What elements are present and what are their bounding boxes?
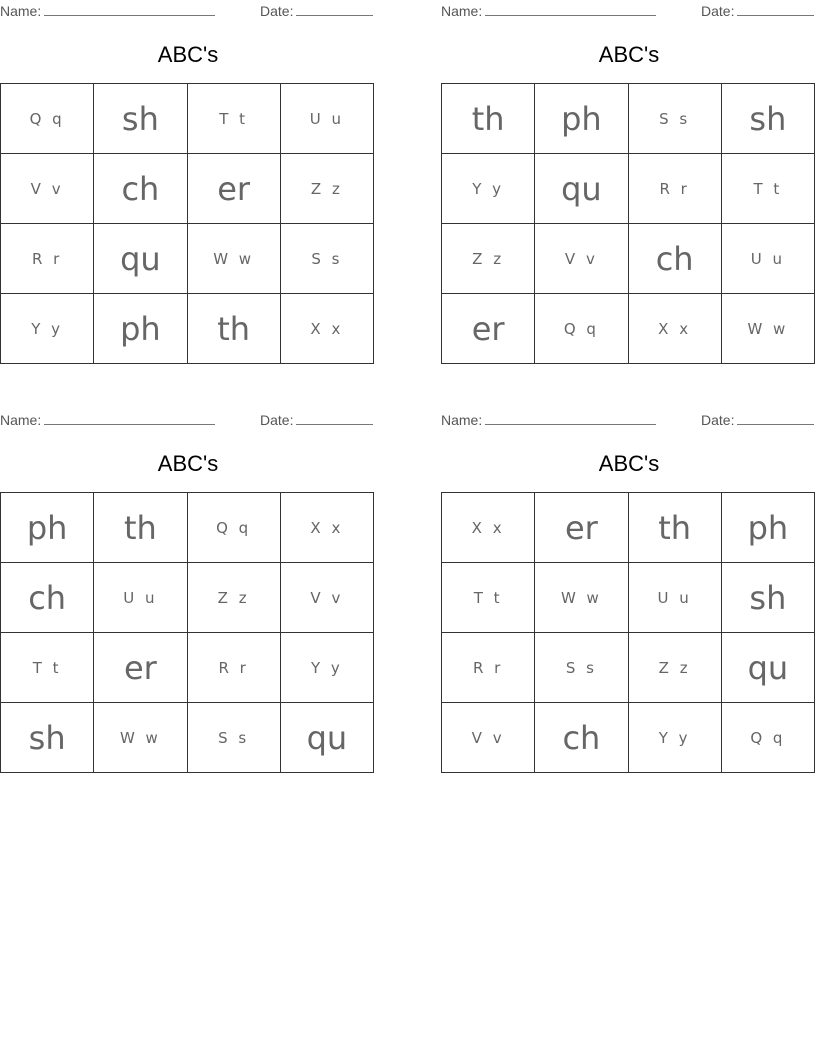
grid-cell: Z z bbox=[442, 224, 535, 294]
grid-cell: R r bbox=[1, 224, 94, 294]
grid-cell: R r bbox=[628, 154, 721, 224]
grid-cell: X x bbox=[628, 294, 721, 364]
grid-cell: V v bbox=[280, 563, 373, 633]
grid-cell: sh bbox=[721, 84, 814, 154]
grid-cell: S s bbox=[187, 703, 280, 773]
grid-cell: Q q bbox=[187, 493, 280, 563]
date-field[interactable] bbox=[701, 412, 814, 428]
grid-cell: X x bbox=[280, 294, 373, 364]
date-blank[interactable] bbox=[296, 3, 373, 16]
name-blank[interactable] bbox=[44, 412, 215, 425]
grid-cell: sh bbox=[721, 563, 814, 633]
name-label: Name: bbox=[0, 3, 42, 19]
grid-cell: er bbox=[187, 154, 280, 224]
grid-cell: ch bbox=[535, 703, 628, 773]
grid-cell: U u bbox=[280, 84, 373, 154]
name-blank[interactable] bbox=[44, 3, 215, 16]
grid-cell: th bbox=[94, 493, 187, 563]
grid-cell: th bbox=[187, 294, 280, 364]
grid-cell: V v bbox=[535, 224, 628, 294]
bingo-card-2 bbox=[441, 0, 816, 370]
name-label: Name: bbox=[0, 412, 42, 428]
name-label: Name: bbox=[441, 3, 483, 19]
grid-cell: Y y bbox=[280, 633, 373, 703]
date-blank[interactable] bbox=[296, 412, 373, 425]
grid-row bbox=[1, 224, 374, 294]
grid-cell: U u bbox=[628, 563, 721, 633]
grid-cell: W w bbox=[721, 294, 814, 364]
card-title: ABC's bbox=[598, 42, 660, 67]
grid-row bbox=[1, 703, 374, 773]
grid-cell: ph bbox=[535, 84, 628, 154]
card-title: ABC's bbox=[598, 451, 660, 476]
date-field[interactable] bbox=[701, 3, 814, 19]
grid-row bbox=[442, 633, 815, 703]
grid-cell: Q q bbox=[535, 294, 628, 364]
grid-cell: Y y bbox=[1, 294, 94, 364]
grid-cell: ph bbox=[1, 493, 94, 563]
grid-cell: X x bbox=[442, 493, 535, 563]
grid-cell: ph bbox=[94, 294, 187, 364]
card-title: ABC's bbox=[157, 451, 219, 476]
date-field[interactable] bbox=[260, 412, 373, 428]
grid-cell: Z z bbox=[628, 633, 721, 703]
date-blank[interactable] bbox=[737, 412, 814, 425]
grid-cell: W w bbox=[94, 703, 187, 773]
name-blank[interactable] bbox=[485, 3, 656, 16]
grid-cell: T t bbox=[1, 633, 94, 703]
grid-cell: qu bbox=[94, 224, 187, 294]
grid-row bbox=[442, 84, 815, 154]
grid-cell: qu bbox=[535, 154, 628, 224]
name-blank[interactable] bbox=[485, 412, 656, 425]
date-label: Date: bbox=[260, 3, 294, 19]
grid-cell: W w bbox=[535, 563, 628, 633]
grid-row bbox=[442, 703, 815, 773]
grid-cell: R r bbox=[442, 633, 535, 703]
grid-row bbox=[1, 84, 374, 154]
grid-cell: sh bbox=[1, 703, 94, 773]
grid-cell: Y y bbox=[628, 703, 721, 773]
name-field[interactable] bbox=[441, 3, 656, 19]
grid-cell: W w bbox=[187, 224, 280, 294]
grid-cell: Q q bbox=[721, 703, 814, 773]
date-label: Date: bbox=[260, 412, 294, 428]
bingo-grid bbox=[441, 83, 815, 364]
grid-cell: Y y bbox=[442, 154, 535, 224]
grid-cell: S s bbox=[280, 224, 373, 294]
grid-cell: V v bbox=[1, 154, 94, 224]
grid-cell: qu bbox=[721, 633, 814, 703]
grid-cell: th bbox=[442, 84, 535, 154]
bingo-card-4 bbox=[441, 409, 816, 779]
grid-cell: T t bbox=[442, 563, 535, 633]
grid-row bbox=[442, 563, 815, 633]
bingo-grid bbox=[0, 492, 374, 773]
grid-cell: S s bbox=[628, 84, 721, 154]
grid-row bbox=[442, 154, 815, 224]
grid-cell: ch bbox=[1, 563, 94, 633]
bingo-grid bbox=[0, 83, 374, 364]
grid-row bbox=[1, 563, 374, 633]
grid-cell: ch bbox=[94, 154, 187, 224]
grid-row bbox=[442, 224, 815, 294]
grid-row bbox=[442, 294, 815, 364]
name-field[interactable] bbox=[0, 412, 215, 428]
bingo-card-1 bbox=[0, 0, 376, 370]
grid-cell: Q q bbox=[1, 84, 94, 154]
date-label: Date: bbox=[701, 3, 735, 19]
grid-row bbox=[1, 493, 374, 563]
bingo-card-3 bbox=[0, 409, 376, 779]
name-field[interactable] bbox=[441, 412, 656, 428]
date-label: Date: bbox=[701, 412, 735, 428]
name-label: Name: bbox=[441, 412, 483, 428]
grid-row bbox=[1, 154, 374, 224]
grid-row bbox=[1, 294, 374, 364]
grid-row bbox=[442, 493, 815, 563]
grid-cell: ph bbox=[721, 493, 814, 563]
grid-cell: th bbox=[628, 493, 721, 563]
card-title: ABC's bbox=[157, 42, 219, 67]
bingo-grid bbox=[441, 492, 815, 773]
grid-cell: X x bbox=[280, 493, 373, 563]
grid-cell: U u bbox=[94, 563, 187, 633]
grid-cell: ch bbox=[628, 224, 721, 294]
grid-cell: V v bbox=[442, 703, 535, 773]
grid-row bbox=[1, 633, 374, 703]
grid-cell: sh bbox=[94, 84, 187, 154]
date-field[interactable] bbox=[260, 3, 373, 19]
date-blank[interactable] bbox=[737, 3, 814, 16]
grid-cell: er bbox=[535, 493, 628, 563]
grid-cell: er bbox=[94, 633, 187, 703]
grid-cell: R r bbox=[187, 633, 280, 703]
grid-cell: T t bbox=[721, 154, 814, 224]
grid-cell: Z z bbox=[280, 154, 373, 224]
grid-cell: U u bbox=[721, 224, 814, 294]
grid-cell: er bbox=[442, 294, 535, 364]
name-field[interactable] bbox=[0, 3, 215, 19]
grid-cell: T t bbox=[187, 84, 280, 154]
grid-cell: S s bbox=[535, 633, 628, 703]
grid-cell: Z z bbox=[187, 563, 280, 633]
grid-cell: qu bbox=[280, 703, 373, 773]
